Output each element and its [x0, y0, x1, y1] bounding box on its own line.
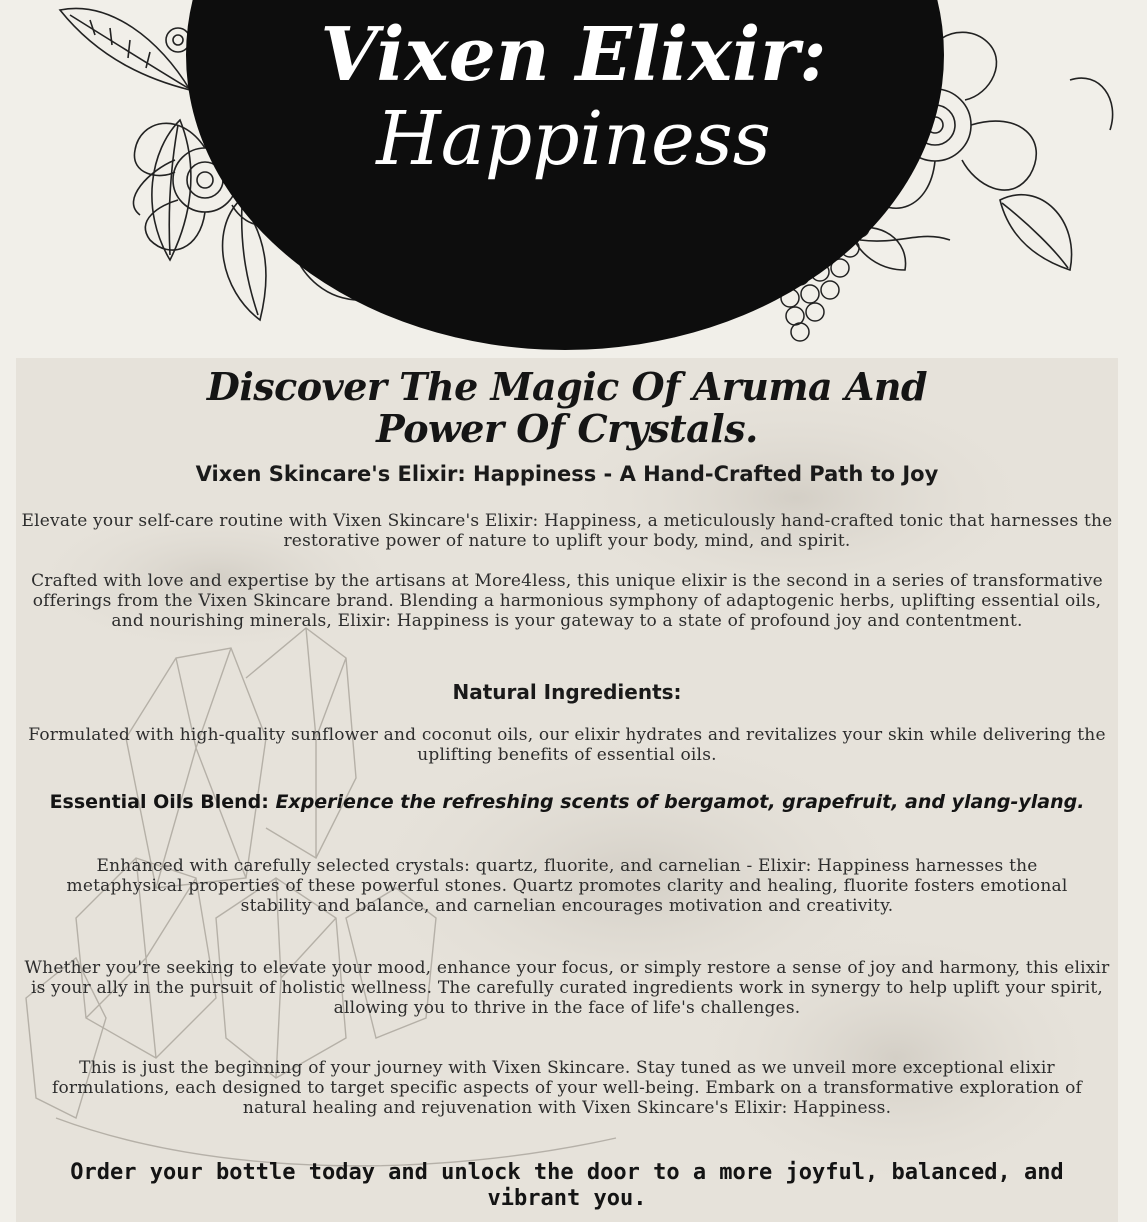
essential-oils-paragraph — [16, 791, 1118, 813]
essential-oils-text: Experience the refreshing scents of bergamot, grapefruit, and ylang-ylang. — [275, 791, 1085, 813]
content-panel — [16, 358, 1118, 1222]
journey-paragraph: This is just the beginning of your journey with Vixen Skincare. Stay tuned as we unveil more exceptional elixir formulations, each designed to target specific aspects of your well-being. Embark on a transformative exploration of natural healing and rejuvenation with Vixen Skincare's Elixir: Happiness. — [52, 1058, 1082, 1118]
crystals-paragraph: Enhanced with carefully selected crystals: quartz, fluorite, and carnelian - Elixir: Happiness harnesses the metaphysical properties of these powerful stones. Quartz promotes clarity and healing, fluorite fosters emotional stability and balance, and carnelian encourages motivation and creativity. — [66, 856, 1068, 916]
subheading: Vixen Skincare's Elixir: Happiness - A Hand-Crafted Path to Joy — [195, 462, 939, 486]
ingredients-heading: Natural Ingredients: — [452, 680, 682, 704]
headline-line-1: Discover The Magic Of Aruma And — [206, 364, 928, 409]
page-title-line-1: Vixen Elixir: — [320, 12, 827, 98]
crafted-paragraph: Crafted with love and expertise by the artisans at More4less, this unique elixir is the second in a series of transformative offerings from the Vixen Skincare brand. Blending a harmonious symphony of adaptogenic herbs, uplifting essential oils, and nourishing minerals, Elixir: Happiness is your gateway to a state of profound joy and contentment. — [31, 571, 1103, 631]
page-title-line-2: Happiness — [376, 96, 771, 182]
essential-oils-label: Essential Oils Blend: — [49, 791, 269, 813]
seeking-paragraph: Whether you're seeking to elevate your mood, enhance your focus, or simply restore a sense of joy and harmony, this elixir is your ally in the pursuit of holistic wellness. The carefully curated ingredients work in synergy to help uplift your spirit, allowing you to thrive in the face of life's challenges. — [24, 958, 1110, 1018]
ingredients-paragraph: Formulated with high-quality sunflower and coconut oils, our elixir hydrates and revitalizes your skin while delivering the uplifting benefits of essential oils. — [28, 725, 1106, 765]
headline-line-2: Power Of Crystals. — [376, 406, 758, 451]
intro-paragraph: Elevate your self-care routine with Vixen Skincare's Elixir: Happiness, a meticulously hand-crafted tonic that harnesses the restorative power of nature to uplift your body, mind, and spirit. — [21, 511, 1113, 551]
call-to-action: Order your bottle today and unlock the door to a more joyful, balanced, and vibrant you. — [70, 1160, 1064, 1211]
